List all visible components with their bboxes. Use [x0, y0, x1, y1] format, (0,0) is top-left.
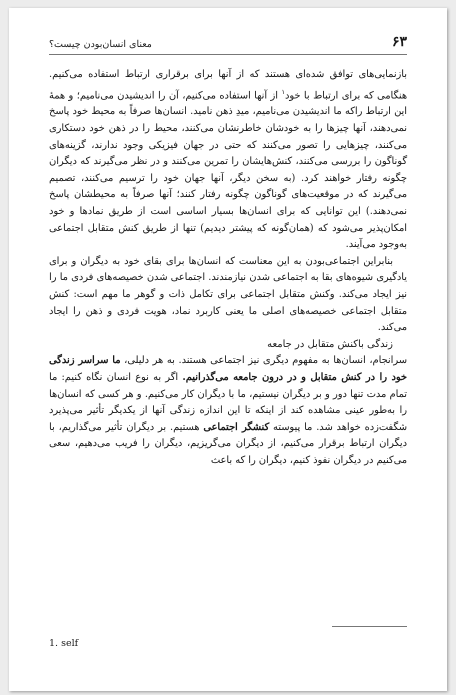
paragraph-1 [49, 67, 407, 254]
paragraph-3-bold-2: کنشگر اجتماعی [203, 421, 270, 433]
paragraph-3-bold-1: ما سراسر زندگی خود را در کنش متقابل و در درون جامعه می‌گذرانیم. [49, 355, 407, 383]
header-rule [49, 54, 407, 55]
footnote: 1. self [49, 638, 79, 649]
paragraph-3-mid: اگر به نوع انسان نگاه کنیم: ما تمام مدت تنها دور و بر دیگران نیستیم، ما با دیگران کار می‌کنیم. و هر کسی که انسان‌ها را به‌طور عینی مشاهده کند از اینکه تا این اندازه زندگی آنها از یکدیگر تأثیر می‌پذیرد شگفت‌زده خواهد شد. ما پیوسته [49, 371, 408, 433]
paragraph-1-part-b: از آنها استفاده می‌کنیم، آن را اندیشیدن می‌نامیم؛ و همهٔ این ارتباط راکه ما اندیشیدن می‌نامیم، میدِ ذهن نامید. انسان‌ها صرفاً به محیط خود پاسخ نمی‌دهند، آنها چیزها را به خودشان خاطرنشان می‌کنند، محیط را در ذهن خود دستکاری می‌کنند، چیزهایی را تصور می‌کنند که حتی در جهان فیزیکی وجود ندارند، گزینه‌های گوناگون را بررسی می‌کنند، کنش‌هایشان را تمرین می‌کنند و در نظر می‌گیرند که دیگران چگونه رفتار خواهند کرد. (به سخن دیگر، آنها جهان خود را ترسیم می‌کنند، تصمیم می‌گیرند که در موقعیت‌های گوناگون چگونه رفتار کنند؛ آنها صرفاً به محیطشان پاسخ نمی‌دهند.) این توانایی که برای انسان‌ها بسیار اساسی است از طریق نمادها و خود امکان‌پذیر می‌شود که (همان‌گونه که پیشتر دیدیم) تنها از طریق کنش متقابل اجتماعی به‌وجود می‌آیند. [49, 89, 407, 251]
paragraph-3-start: سرانجام، انسان‌ها به مفهوم دیگری نیز اجتماعی هستند. به هر دلیلی، [120, 355, 407, 367]
paragraph-1-part-a: بازنمایی‌های توافق شده‌ای هستند که از آنها برای برقراری ارتباط استفاده می‌کنیم. هنگامی که برای ارتباط با خود [49, 69, 407, 101]
paragraph-2: بنابراین اجتماعی‌بودن به این معناست که انسان‌ها برای بقای خود به دیگران و برای یادگیری شیوه‌های بقا به اجتماعی شدن نیازمندند. اجتماعی شدن خصیصه‌های فردی ما را نیز ایجاد می‌کند. وکنش متقابل اجتماعی برای تکامل ذات و گوهر ما مهم است: کنش متقابل اجتماعی خصیصه‌های اصلی ما یعنی کاربرد نماد، هویت فردی و ذهن را ایجاد می‌کند. [49, 255, 407, 334]
paragraph-3 [49, 353, 407, 469]
page-header [49, 34, 407, 52]
page-body [49, 67, 407, 470]
footnote-marker: ۱ [281, 87, 285, 96]
section-heading: زندگی باکنش متقابل در جامعه [267, 338, 393, 350]
footnote-rule [332, 626, 407, 627]
book-page [9, 8, 447, 691]
page-number: ۶۳ [391, 34, 407, 50]
running-title: معنای انسان‌بودن چیست؟ [49, 39, 152, 50]
paragraph-3-end: هستیم. بر دیگران تأثیر می‌گذاریم، با دیگران ارتباط برقرار می‌کنیم، از دیگران می‌گریزیم، دیگران را فریب می‌دهیم، سعی می‌کنیم در دیگران نفوذ کنیم، دیگران را که باعث [49, 421, 407, 466]
